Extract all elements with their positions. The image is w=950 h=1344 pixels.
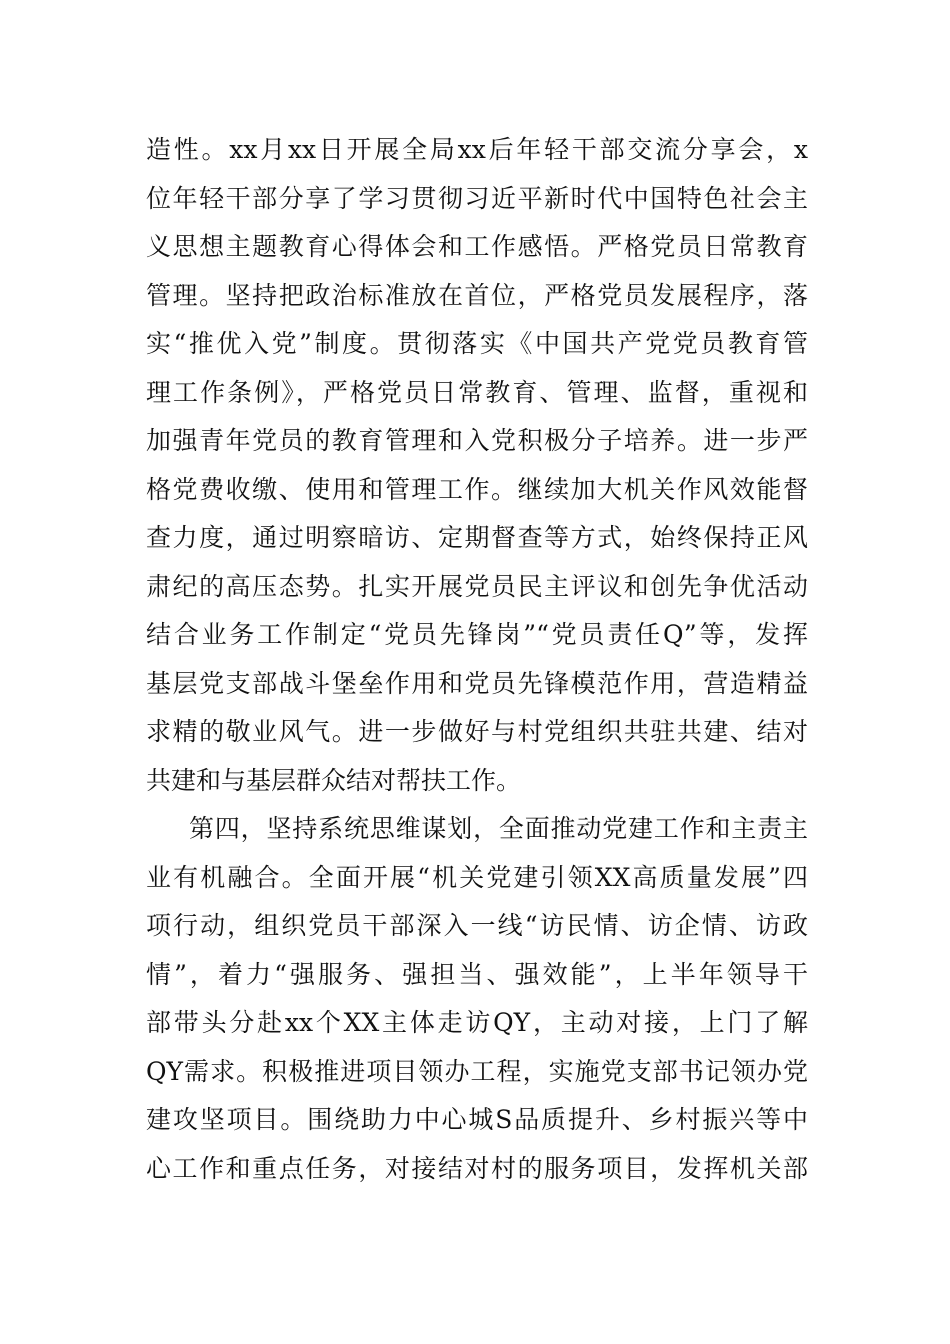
text-line: 肃纪的高压态势。扎实开展党员民主评议和创先争优活动 <box>146 571 808 601</box>
text-line: 实“推优入党”制度。贯彻落实《中国共产党党员教育管 <box>146 329 808 358</box>
paragraph-1 <box>146 126 808 805</box>
text-line: 心工作和重点任务，对接结对村的服务项目，发挥机关部 <box>146 1153 808 1183</box>
text-line: 义思想主题教育心得体会和工作感悟。严格党员日常教育 <box>146 232 808 261</box>
text-line: 业有机融合。全面开展“机关党建引领XX高质量发展”四 <box>146 862 808 892</box>
text-line: 查力度，通过明察暗访、定期督查等方式，始终保持正风 <box>146 523 808 552</box>
text-line: 情”，着力“强服务、强担当、强效能”，上半年领导干 <box>146 959 808 989</box>
text-line: 第四，坚持系统思维谋划，全面推动党建工作和主责主 <box>189 814 808 843</box>
text-line: 造性。xx月xx日开展全局xx后年轻干部交流分享会，x <box>146 135 808 164</box>
text-line: 建攻坚项目。围绕助力中心城S品质提升、乡村振兴等中 <box>146 1105 808 1134</box>
text-line: 管理。坚持把政治标准放在首位，严格党员发展程序，落 <box>146 280 808 310</box>
text-line: 共建和与基层群众结对帮扶工作。 <box>146 765 522 795</box>
text-line: 部带头分赴xx个XX主体走访QY，主动对接，上门了解 <box>146 1008 808 1037</box>
text-line: 结合业务工作制定“党员先锋岗”“党员责任Q”等，发挥 <box>146 620 808 649</box>
text-line: 格党费收缴、使用和管理工作。继续加大机关作风效能督 <box>146 474 808 504</box>
text-line: 理工作条例》，严格党员日常教育、管理、监督，重视和 <box>146 377 808 407</box>
text-line: 基层党支部战斗堡垒作用和党员先锋模范作用，营造精益 <box>146 668 808 698</box>
document-body <box>146 126 808 1193</box>
paragraph-2 <box>146 805 808 1193</box>
text-line: 加强青年党员的教育管理和入党积极分子培养。进一步严 <box>146 426 808 455</box>
text-line: 位年轻干部分享了学习贯彻习近平新时代中国特色社会主 <box>146 183 808 213</box>
text-line: QY需求。积极推进项目领办工程，实施党支部书记领办党 <box>146 1056 808 1086</box>
text-line: 求精的敬业风气。进一步做好与村党组织共驻共建、结对 <box>146 717 808 746</box>
text-line: 项行动，组织党员干部深入一线“访民情、访企情、访政 <box>146 911 808 940</box>
